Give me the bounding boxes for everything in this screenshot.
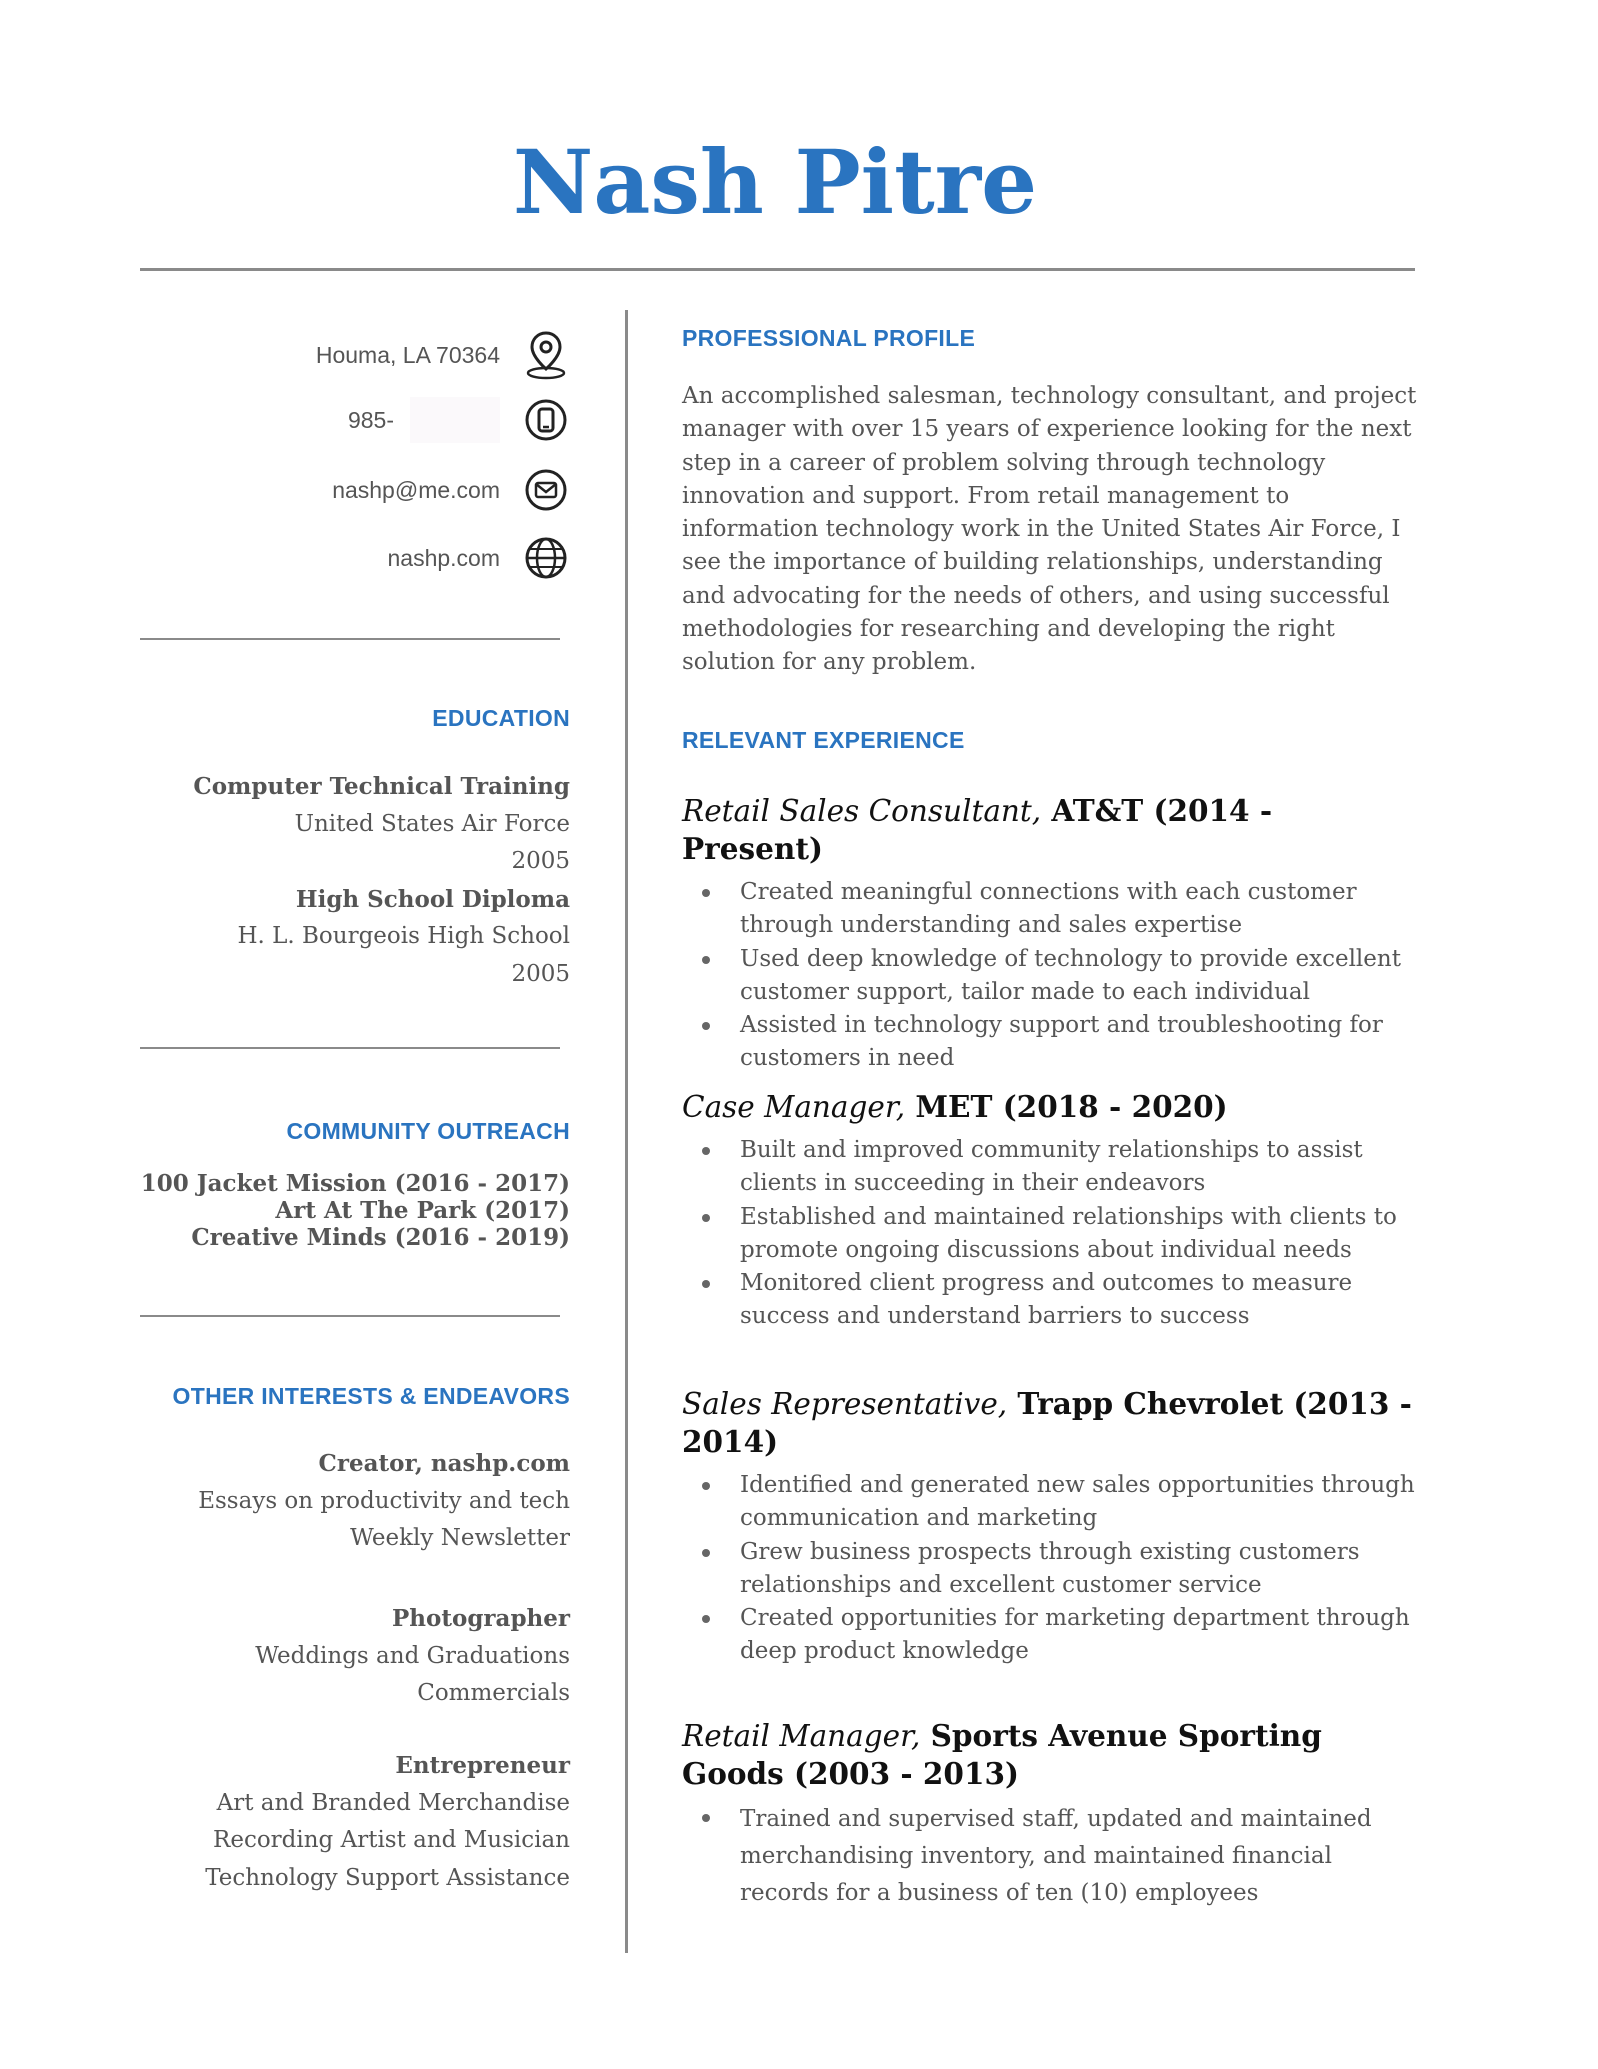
job-title [682,1088,1422,1126]
job-org: MET (2018 - 2020) [905,1089,1228,1124]
education-title: Computer Technical Training [193,773,570,800]
community-item: Creative Minds (2016 - 2019) [191,1224,570,1251]
interest-title: Entrepreneur [395,1752,570,1779]
job-role: Retail Sales Consultant, [682,794,1042,828]
education-org: H. L. Bourgeois High School [237,923,570,949]
job-bullets [682,1801,1422,1912]
interests-group [140,1445,570,1558]
profile-heading: PROFESSIONAL PROFILE [682,325,976,351]
interest-title: Creator, nashp.com [318,1450,570,1477]
interest-line: Weddings and Graduations [255,1642,570,1669]
interest-line: Recording Artist and Musician [213,1827,570,1853]
community-heading: COMMUNITY OUTREACH [286,1118,570,1144]
job-bullet: Created meaningful connections with each customer through understanding and sales expertise [682,876,1422,943]
left-divider-2 [140,1047,560,1049]
phone-icon [522,396,570,444]
interests-group [140,1600,570,1713]
contact-email-row [140,460,570,520]
job-entry [682,1385,1422,1669]
job-title [682,1385,1422,1461]
column-divider [625,310,628,1953]
education-title: High School Diploma [295,885,570,913]
contact-address-row [140,325,570,385]
community-list [140,1170,570,1251]
job-title [682,1717,1422,1793]
job-bullets [682,1469,1422,1669]
contact-address: Houma, LA 70364 [315,341,500,368]
contact-phone-row [140,390,570,450]
interests-group [140,1747,570,1897]
interest-title: Photographer [392,1605,570,1632]
resume-name: Nash Pitre [512,130,1038,234]
email-icon [522,466,570,514]
experience-heading: RELEVANT EXPERIENCE [682,727,965,753]
interest-line: Art and Branded Merchandise [216,1789,570,1816]
job-org: Trapp Chevrolet (2013 - 2014) [682,1386,1412,1459]
header-divider [140,268,1415,271]
job-entry [682,1717,1422,1912]
contact-phone: 985- [347,406,394,433]
profile-text: An accomplished salesman, technology consultant, and project manager with over 15 years of experience looking for the next step in a career of problem solving through technology innovation and support. From retail management to information technology work in the United States Air Force, I see the importance of building relationships, understanding and advocating for the needs of others, and using successful methodologies for researching and developing the right solution for any problem. [682,383,1417,676]
interest-line: Essays on productivity and tech [198,1487,570,1514]
left-divider-1 [140,638,560,640]
job-role: Sales Representative, [682,1387,1008,1421]
education-heading: EDUCATION [432,705,570,731]
contact-email: nashp@me.com [332,476,500,503]
job-bullet: Monitored client progress and outcomes to measure success and understand barriers to success [682,1267,1422,1334]
education-org: United States Air Force [294,810,570,837]
job-bullet: Built and improved community relationships to assist clients in succeeding in their endeavors [682,1134,1422,1201]
job-bullet: Used deep knowledge of technology to provide excellent customer support, tailor made to each individual [682,943,1422,1010]
location-pin-icon [522,331,570,379]
job-entry [682,1088,1422,1334]
interest-line: Technology Support Assistance [205,1864,570,1891]
interests-heading: OTHER INTERESTS & ENDEAVORS [172,1383,570,1409]
job-bullet: Identified and generated new sales opportunities through communication and marketing [682,1469,1422,1536]
job-bullet: Grew business prospects through existing customers relationships and excellent customer service [682,1536,1422,1603]
job-org: Sports Avenue Sporting Goods (2003 - 2013) [682,1718,1322,1791]
contact-block [140,325,570,615]
education-year: 2005 [511,848,570,874]
contact-website-row [140,528,570,588]
community-item: Art At The Park (2017) [275,1197,570,1224]
job-bullet: Established and maintained relationships with clients to promote ongoing discussions about individual needs [682,1201,1422,1268]
globe-icon [522,534,570,582]
left-divider-3 [140,1315,560,1317]
job-role: Case Manager, [682,1090,906,1124]
education-year: 2005 [511,960,570,987]
job-entry [682,792,1422,1076]
job-bullets [682,876,1422,1076]
job-role: Retail Manager, [682,1719,921,1753]
job-title [682,792,1422,868]
interest-line: Commercials [417,1680,570,1706]
job-bullets [682,1134,1422,1334]
job-org: AT&T (2014 - Present) [682,793,1273,866]
job-bullet: Created opportunities for marketing department through deep product knowledge [682,1602,1422,1669]
education-list [140,768,570,993]
interest-line: Weekly Newsletter [350,1525,570,1551]
job-bullet: Assisted in technology support and troubleshooting for customers in need [682,1009,1422,1076]
community-item: 100 Jacket Mission (2016 - 2017) [140,1170,570,1197]
job-bullet: Trained and supervised staff, updated and maintained merchandising inventory, and maintained financial records for a business of ten (10) employees [682,1801,1422,1912]
redacted-phone [410,397,500,443]
contact-website: nashp.com [387,544,500,571]
